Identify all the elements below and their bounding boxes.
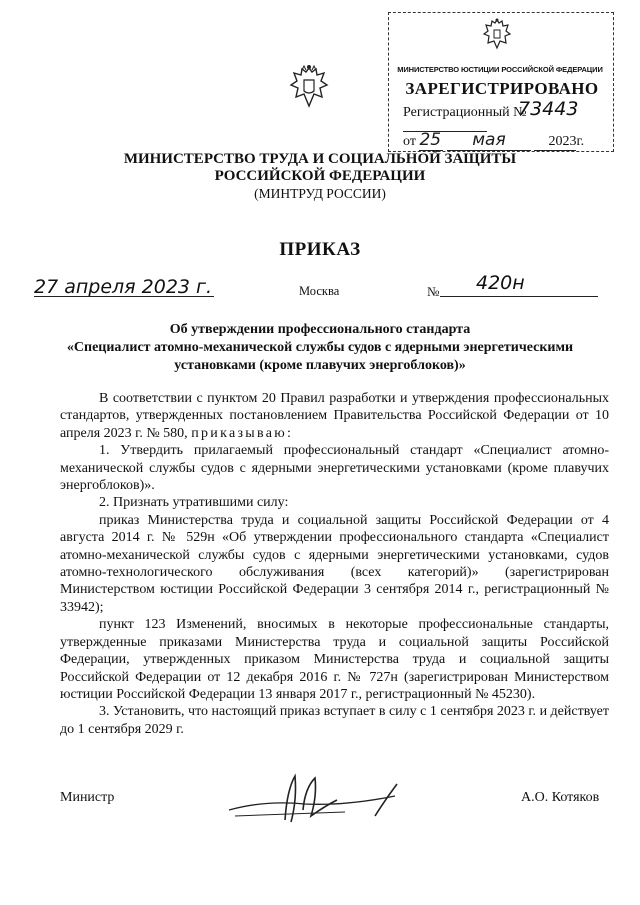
order-number-sign: № <box>427 284 440 299</box>
subject-line3: установками (кроме плавучих энергоблоков)» <box>174 358 466 373</box>
signatory-name: А.О. Котяков <box>521 790 600 805</box>
order-number-line <box>440 296 598 297</box>
signatory-title: Министр <box>60 790 115 805</box>
stamp-date-suffix: г. <box>576 134 585 149</box>
handwritten-signature <box>225 770 415 830</box>
coat-of-arms-icon <box>289 64 329 111</box>
preamble <box>60 390 609 442</box>
stamp-date-day: 25 <box>419 130 443 151</box>
subject-line1: Об утверждении профессионального стандарта <box>169 322 471 337</box>
item-1: 1. Утвердить прилагаемый профессиональный стандарт «Специалист атомно-механической службы судов с ядерными энергетическими установками (кроме плавучих энергоблоков)». <box>60 443 609 494</box>
registration-stamp <box>388 12 614 152</box>
coat-of-arms-icon <box>482 17 512 51</box>
order-date-handwritten: 27 апреля 2023 г. <box>34 276 213 298</box>
order-city: Москва <box>299 284 340 298</box>
stamp-date-prefix: от <box>403 134 416 149</box>
order-date-line <box>34 296 214 297</box>
item-2a: приказ Министерства труда и социальной защиты Российской Федерации от 4 августа 2014 г. № 529н «Об утверждении профессионального стандарта «Специалист атомно-механической службы судов с ядерными энергетическими установками, судов атомно-технологического обслуживания (всех категорий)» (зарегистрирован Министерством юстиции Российской Федерации 3 сентября 2014 г., регистрационный № 33942); <box>60 512 609 615</box>
stamp-registered: ЗАРЕГИСТРИРОВАНО <box>405 79 599 98</box>
ministry-name-line2: РОССИЙСКОЙ ФЕДЕРАЦИИ <box>214 168 426 184</box>
ministry-short-name: (МИНТРУД РОССИИ) <box>254 186 386 201</box>
stamp-reg-label-text: Регистрационный № <box>403 105 527 120</box>
ministry-name-line1: МИНИСТЕРСТВО ТРУДА И СОЦИАЛЬНОЙ ЗАЩИТЫ <box>123 151 517 167</box>
item-3: 3. Установить, что настоящий приказ вступает в силу с 1 сентября 2023 г. и действует до 1 сентября 2029 г. <box>60 704 609 737</box>
order-body <box>60 390 609 738</box>
order-number-handwritten: 420н <box>476 272 525 294</box>
stamp-ministry: МИНИСТЕРСТВО ЮСТИЦИИ РОССИЙСКОЙ ФЕДЕРАЦИИ <box>397 65 603 74</box>
stamp-date-year: 2023 <box>534 134 576 151</box>
item-2b: пункт 123 Изменений, вносимых в некоторые профессиональные стандарты, утвержденные приказами Министерства труда и социальной защиты Российской Федерации, утвержденных приказом Министерства труда и социальной защиты Российской Федерации от 12 декабря 2016 г. № 727н (зарегистрирован Министерством юстиции Российской Федерации 13 января 2017 г., регистрационный № 45230). <box>60 617 609 702</box>
preamble-command: приказываю: <box>191 425 294 441</box>
stamp-date-month: мая <box>447 130 531 151</box>
stamp-date <box>403 130 608 151</box>
document-type: ПРИКАЗ <box>279 239 361 260</box>
subject-line2: «Специалист атомно-механической службы судов с ядерными энергетическими <box>66 340 574 355</box>
item-2: 2. Признать утратившими силу: <box>99 495 289 511</box>
preamble-text: В соответствии с пунктом 20 Правил разработки и утверждения профессиональных стандартов, утвержденных постановлением Правительства Российской Федерации от 10 апреля 2023 г. № 580, <box>60 391 609 441</box>
stamp-reg-number: 73443 <box>518 98 579 120</box>
